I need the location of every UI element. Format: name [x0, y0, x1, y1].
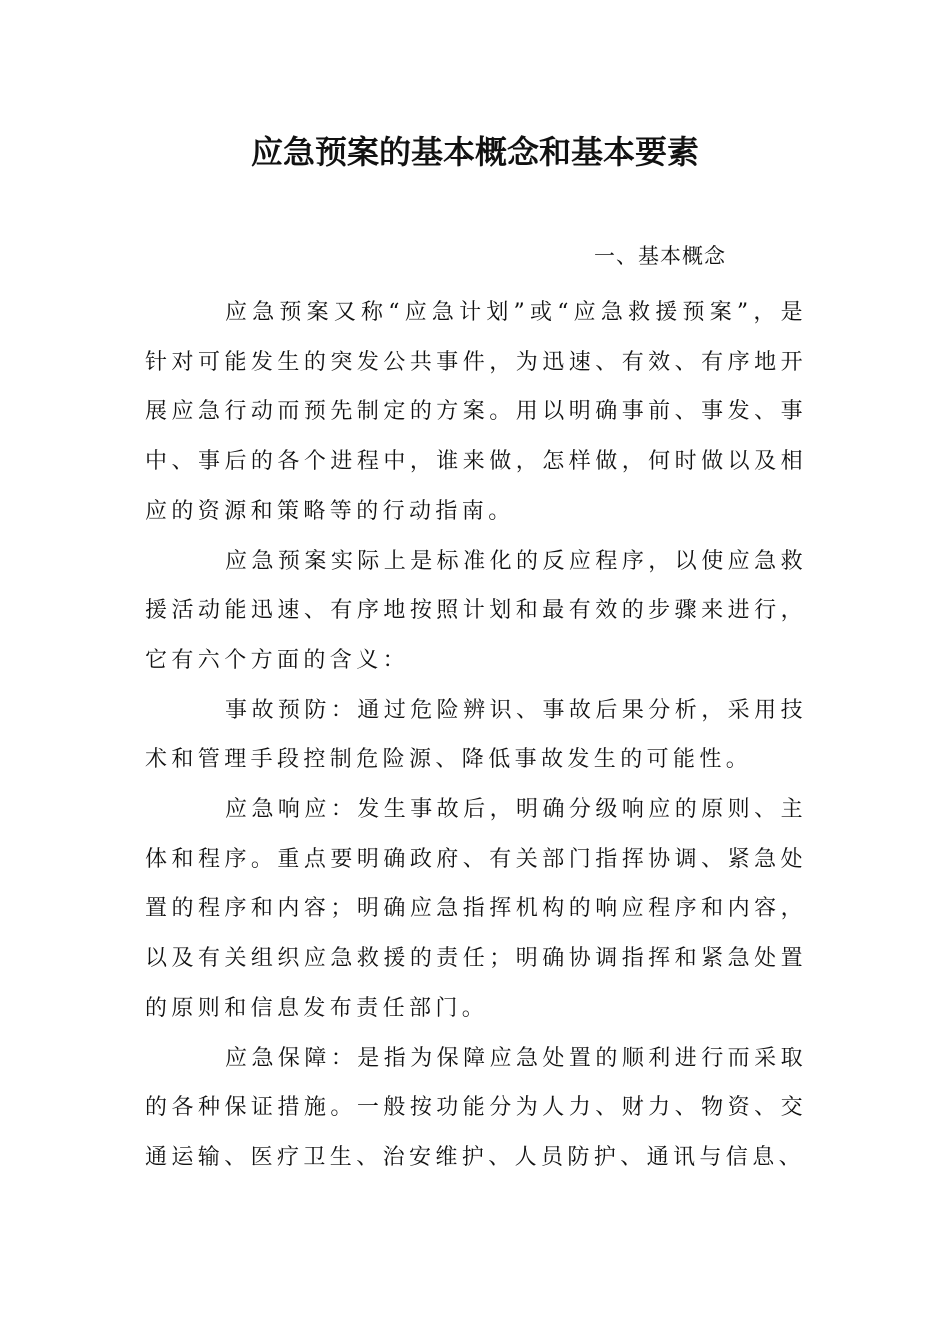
document-title: 应急预案的基本概念和基本要素 — [250, 133, 699, 171]
paragraph-definition: 应急预案又称“应急计划”或“应急救援预案”，是针对可能发生的突发公共事件，为迅速、有效、有序地开展应急行动而预先制定的方案。用以明确事前、事发、事中、事后的各个进程中，谁来做，怎样做，何时做以及相应的资源和策略等的行动指南。 — [145, 300, 807, 524]
document-body — [145, 288, 807, 1183]
paragraph-emergency-response: 应急响应：发生事故后，明确分级响应的原则、主体和程序。重点要明确政府、有关部门指挥协调、紧急处置的程序和内容；明确应急指挥机构的响应程序和内容，以及有关组织应急救援的责任；明确协调指挥和紧急处置的原则和信息发布责任部门。 — [145, 797, 807, 1021]
paragraph-meaning-intro: 应急预案实际上是标准化的反应程序，以使应急救援活动能迅速、有序地按照计划和最有效的步骤来进行，它有六个方面的含义： — [145, 548, 807, 673]
paragraph-accident-prevention: 事故预防：通过危险辨识、事故后果分析，采用技术和管理手段控制危险源、降低事故发生的可能性。 — [145, 697, 807, 773]
paragraph-emergency-support: 应急保障：是指为保障应急处置的顺利进行而采取的各种保证措施。一般按功能分为人力、财力、物资、交通运输、医疗卫生、治安维护、人员防护、通讯与信息、 — [145, 1045, 807, 1170]
section-heading: 一、基本概念 — [594, 244, 726, 268]
